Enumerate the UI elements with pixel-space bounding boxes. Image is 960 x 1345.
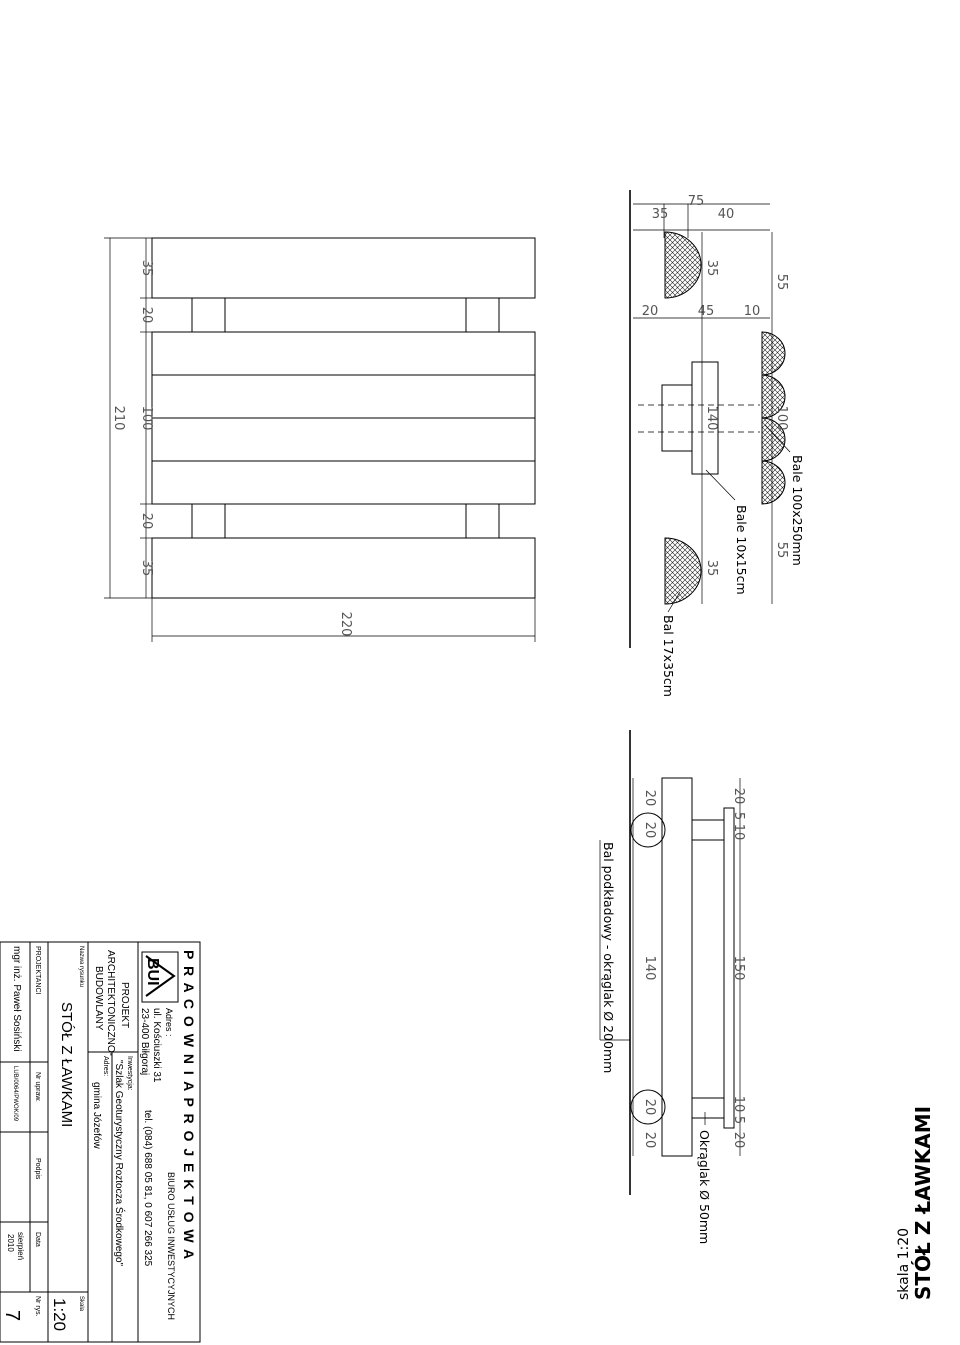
location-label: Adres: [102, 1056, 109, 1077]
dim-label: 40 [717, 207, 735, 222]
investment: "Szlak Geoturystyczny Roztocza Środkowego" [113, 1060, 124, 1267]
dim-label: 140 [642, 955, 657, 981]
dim-label: 35 [651, 207, 669, 222]
dim-label: 10 [731, 1095, 746, 1113]
connector-beam [192, 298, 225, 332]
dim-label: 20 [642, 789, 657, 807]
date-month: sierpień [16, 1232, 25, 1261]
project-line2: ARCHITEKTONICZNO- [105, 950, 116, 1056]
dim-label: 100 [774, 405, 789, 431]
phone: tel. (084) 688 05 81, 0 607 266 325 [142, 1110, 153, 1267]
support-post [662, 385, 692, 451]
drawing-name-label: Nazwa rysunku [78, 946, 84, 988]
project-line3: BUDOWLANY [93, 966, 104, 1031]
logo-text: BUI [144, 958, 161, 986]
dim-label: 10 [743, 304, 761, 319]
sheet-scale: skala 1:20 [896, 1227, 912, 1300]
designer: mgr inż. Paweł Sosiński [11, 946, 22, 1052]
dim-label: 210 [111, 405, 126, 431]
project-line1: PROJEKT [119, 982, 130, 1029]
signature-label: Podpis [34, 1158, 41, 1180]
company-logo [142, 952, 178, 1002]
scale-label: Skala [78, 1296, 84, 1312]
tabletop-plank [762, 332, 785, 375]
address-label: Adres : [164, 1008, 174, 1037]
connector-beam [192, 504, 225, 538]
dim-label: 75 [687, 194, 705, 209]
dim-label: 55 [774, 541, 789, 559]
dim-label: 220 [338, 611, 353, 637]
base-beam [662, 778, 692, 1156]
label-pole: Okrąglak Ø 50mm [697, 1130, 712, 1245]
bench-right [152, 538, 535, 598]
leader-line [706, 470, 735, 500]
dim-label: 35 [704, 559, 719, 577]
dim-label: 20 [731, 787, 746, 805]
bench-log-right [665, 538, 701, 604]
dim-label: 20 [642, 1098, 657, 1116]
dim-label: 20 [139, 306, 154, 324]
location: gmina Józefów [91, 1082, 102, 1149]
dim-label: 140 [704, 405, 719, 431]
cross-section [630, 190, 805, 697]
dim-label: 5 [731, 811, 746, 821]
label-bench-log: Bal 17x35cm [661, 615, 676, 697]
tabletop-plank [762, 461, 785, 504]
date-label: Data [34, 1232, 41, 1247]
dim-label: 55 [774, 273, 789, 291]
dim-label: 20 [642, 821, 657, 839]
dim-label: 20 [731, 1131, 746, 1149]
drawing-name: STÓŁ Z ŁAWKAMI [58, 1002, 75, 1128]
pole [692, 820, 724, 840]
title-block [0, 942, 200, 1342]
sheet-no: 7 [1, 1310, 23, 1322]
dim-label: 10 [731, 823, 746, 841]
dim-label: 5 [731, 1115, 746, 1125]
bench-left [152, 238, 535, 298]
label-planks-top: Bale 100x250mm [790, 455, 805, 566]
address-street: ul. Kościuszki 31 [151, 1008, 162, 1083]
label-planks-frame: Bale 10x15cm [734, 505, 749, 595]
connector-beam [466, 504, 499, 538]
sheet-title-group [896, 1106, 935, 1300]
office-name: P R A C O W N I A P R O J E K T O W A [181, 950, 197, 1261]
elevation-view [600, 730, 746, 1244]
office-sub: BIURO USŁUG INWESTYCYJNYCH [166, 1172, 176, 1321]
dim-label: 35 [139, 259, 154, 277]
sheet-no-label: Nr rys. [34, 1296, 41, 1317]
investment-label: Inwestycja: [126, 1056, 133, 1091]
permit-no: LUB/0064/PWOK/09 [12, 1066, 18, 1122]
dim-label: 35 [704, 259, 719, 277]
designers-label: PROJEKTANCI [34, 946, 41, 995]
date-year: 2010 [6, 1234, 15, 1252]
dim-label: 45 [697, 304, 715, 319]
dim-label: 20 [642, 1131, 657, 1149]
scale: 1:20 [50, 1298, 69, 1332]
dim-label: 150 [731, 955, 746, 981]
connector-beam [466, 298, 499, 332]
permit-label: Nr upraw. [34, 1072, 41, 1102]
address-city: 23-400 Biłgoraj [139, 1008, 150, 1076]
dim-label: 20 [641, 304, 659, 319]
plan-view [104, 238, 535, 642]
sheet-title: STÓŁ Z ŁAWKAMI [911, 1105, 935, 1300]
bench-log-left [665, 232, 701, 298]
label-log: Bal podkładowy - okrąglak Ø 200mm [601, 842, 616, 1074]
dim-label: 100 [139, 405, 154, 431]
dim-label: 20 [139, 512, 154, 530]
dim-label: 35 [139, 559, 154, 577]
pole [692, 1098, 724, 1118]
